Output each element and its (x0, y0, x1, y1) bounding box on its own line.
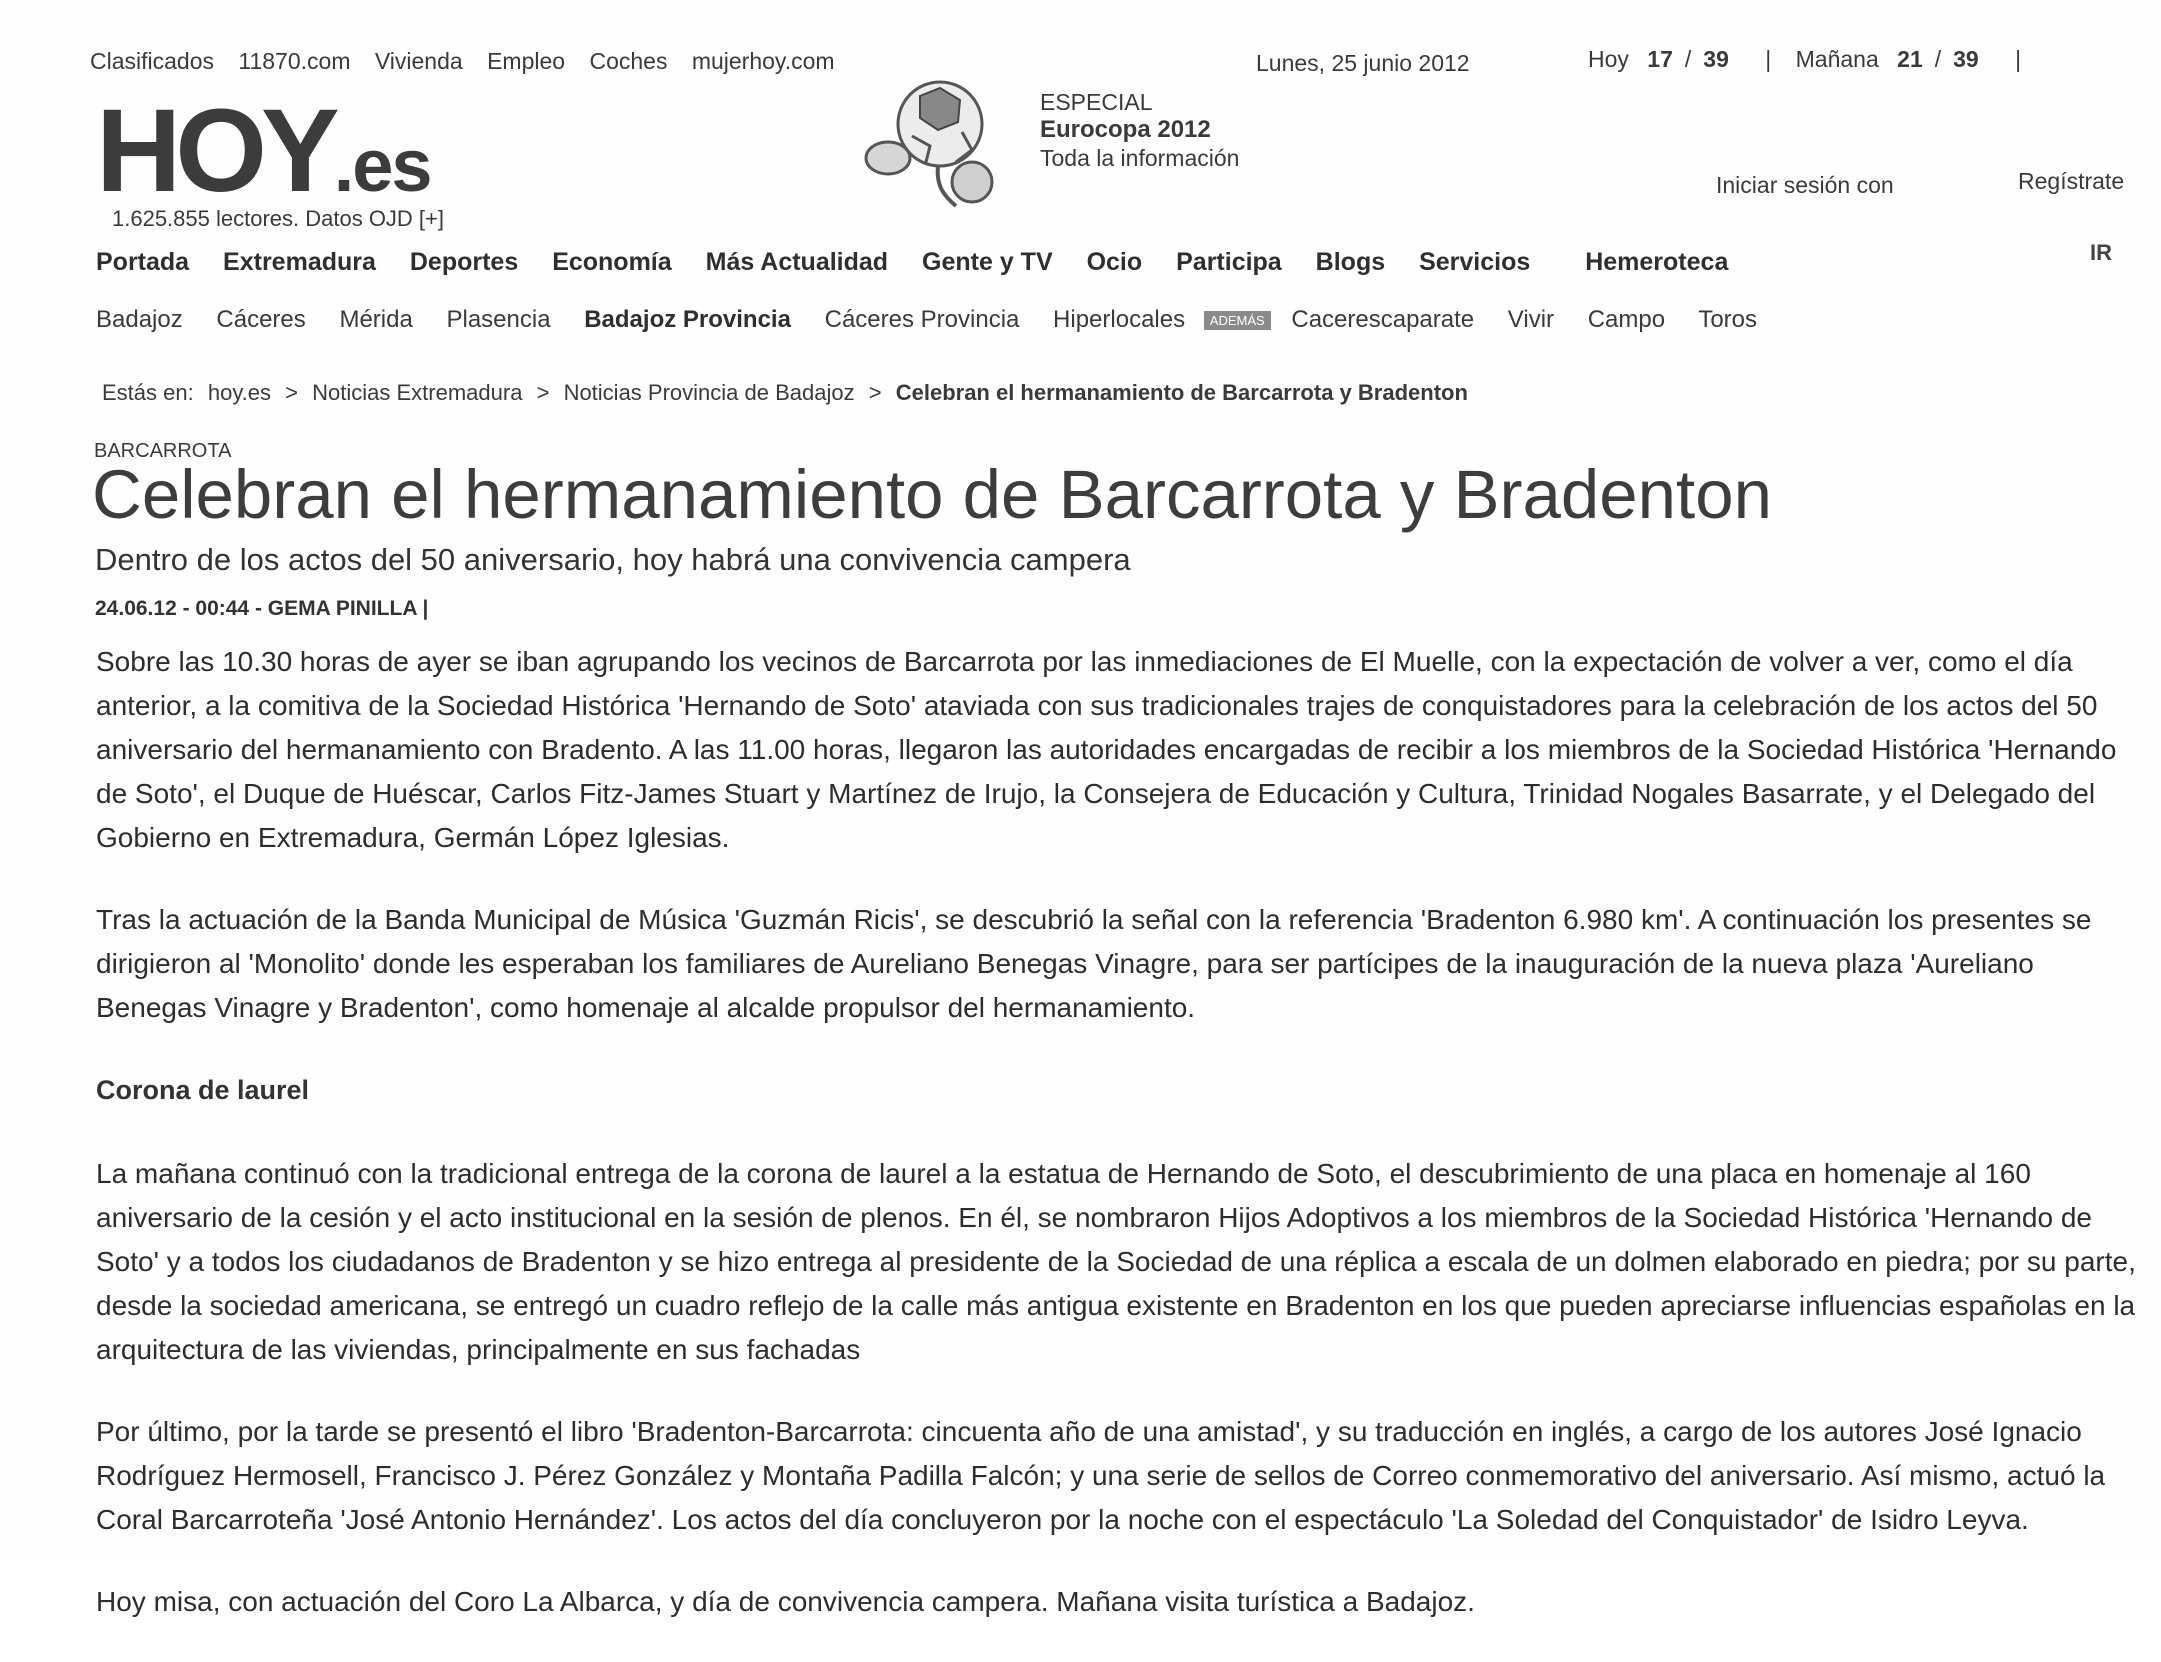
article-headline: Celebran el hermanamiento de Barcarrota y Bradenton (92, 456, 1772, 533)
subnav-item-badajoz-provincia[interactable]: Badajoz Provincia (584, 306, 791, 333)
nav-item-extremadura[interactable]: Extremadura (223, 248, 376, 276)
article-body (96, 640, 2146, 1662)
subnav-item-vivir[interactable]: Vivir (1507, 306, 1555, 333)
breadcrumb-label: Estás en: (102, 380, 194, 405)
breadcrumb-current: Celebran el hermanamiento de Barcarrota y Bradenton (895, 380, 1468, 405)
subnav-item-campo[interactable]: Campo (1587, 306, 1666, 333)
toplink-coches[interactable]: Coches (589, 48, 668, 74)
breadcrumb-item-home[interactable]: hoy.es (207, 380, 272, 405)
readers-count[interactable]: 1.625.855 lectores. Datos OJD [+] (112, 206, 445, 231)
special-title: Eurocopa 2012 (1040, 116, 1211, 143)
special-label: ESPECIAL (1040, 89, 1153, 115)
article-byline: 24.06.12 - 00:44 - GEMA PINILLA | (95, 597, 429, 620)
toplink-empleo[interactable]: Empleo (487, 48, 566, 74)
sub-nav (96, 306, 1784, 334)
article-subheadline: Dentro de los actos del 50 aniversario, hoy habrá una convivencia campera (95, 542, 1131, 577)
toplink-clasificados[interactable]: Clasificados (90, 48, 214, 74)
weather-tomorrow-min: 21 (1897, 46, 1923, 72)
weather-tomorrow-label: Mañana (1795, 46, 1879, 72)
weather-divider: | (1765, 46, 1772, 72)
nav-item-mas-actualidad[interactable]: Más Actualidad (705, 248, 889, 276)
breadcrumb-separator: > (868, 380, 882, 405)
section-heading: Corona de laurel (96, 1075, 310, 1105)
nav-item-servicios[interactable]: Servicios (1419, 248, 1531, 276)
subnav-item-plasencia[interactable]: Plasencia (446, 306, 551, 333)
toplink-11870[interactable]: 11870.com (238, 48, 351, 74)
subnav-item-hiperlocales[interactable]: Hiperlocales (1053, 306, 1186, 333)
article-paragraph: Tras la actuación de la Banda Municipal de Música 'Guzmán Ricis', se descubrió la señal con la referencia 'Bradenton 6.980 km'. A continuación los presentes se dirigieron al 'Monolito' donde les esperaban los familiares de Aureliano Benegas Vinagre, para ser partícipes de la inauguración de la nueva plaza 'Aureliano Benegas Vinagre y Bradenton', como homenaje al alcalde propulsor del hermanamiento. (96, 904, 2092, 1023)
breadcrumb-separator: > (536, 380, 550, 405)
article-paragraph: Sobre las 10.30 horas de ayer se iban agrupando los vecinos de Barcarrota por las inmediaciones de El Muelle, con la expectación de volver a ver, como el día anterior, a la comitiva de la Sociedad Histórica 'Hernando de Soto' ataviada con sus tradicionales trajes de conquistadores para la celebración de los actos del 50 aniversario del hermanamiento con Bradento. A las 11.00 horas, llegaron las autoridades encargadas de recibir a los miembros de la Sociedad Histórica 'Hernando de Soto', el Duque de Huéscar, Carlos Fitz-James Stuart y Martínez de Irujo, la Consejera de Educación y Cultura, Trinidad Nogales Basarrate, y el Delegado del Gobierno en Extremadura, Germán López Iglesias. (96, 646, 2117, 853)
ademas-badge[interactable]: ADEMÁS (1204, 311, 1271, 330)
nav-item-deportes[interactable]: Deportes (409, 248, 519, 276)
eurocopa-special[interactable] (1040, 88, 1239, 172)
subnav-item-cacerescaparate[interactable]: Cacerescaparate (1291, 306, 1475, 333)
subnav-item-badajoz[interactable]: Badajoz (96, 306, 183, 333)
top-links (90, 48, 853, 75)
main-nav (96, 248, 1755, 277)
nav-item-participa[interactable]: Participa (1176, 248, 1282, 276)
weather-today-min: 17 (1647, 46, 1673, 72)
breadcrumb (102, 380, 1468, 406)
article-paragraph: La mañana continuó con la tradicional entrega de la corona de laurel a la estatua de Hernando de Soto, el descubrimiento de una placa en homenaje al 160 aniversario de la cesión y el acto institucional en la sesión de plenos. En él, se nombraron Hijos Adoptivos a los miembros de la Sociedad Histórica 'Hernando de Soto' y a todos los ciudadanos de Bradenton y se hizo entrega al presidente de la Sociedad de una réplica a escala de un dolmen elaborado en piedra; por su parte, desde la sociedad americana, se entregó un cuadro reflejo de la calle más antigua existente en Bradenton en los que pueden apreciarse influencias españolas en la arquitectura de las viviendas, principalmente en sus fachadas (96, 1158, 2136, 1365)
article-paragraph: Hoy misa, con actuación del Coro La Albarca, y día de convivencia campera. Mañana visita turística a Badajoz. (96, 1586, 1475, 1617)
register-link[interactable]: Regístrate (2018, 168, 2125, 194)
nav-item-portada[interactable]: Portada (96, 248, 190, 276)
nav-item-economia[interactable]: Economía (552, 248, 672, 276)
toplink-mujerhoy[interactable]: mujerhoy.com (691, 48, 835, 74)
go-button[interactable]: IR (2090, 240, 2112, 265)
breadcrumb-item-extremadura[interactable]: Noticias Extremadura (312, 380, 523, 405)
article-paragraph: Por último, por la tarde se presentó el libro 'Bradenton-Barcarrota: cincuenta año de una amistad', y su traducción en inglés, a cargo de los autores José Ignacio Rodríguez Hermosell, Francisco J. Pérez González y Montaña Padilla Falcón; y una serie de sellos de Correo conmemorativo del aniversario. Así mismo, actuó la Coral Barcarroteña 'José Antonio Hernández'. Los actos del día concluyeron por la noche con el espectáculo 'La Soledad del Conquistador' de Isidro Leyva. (96, 1416, 2106, 1535)
nav-item-ocio[interactable]: Ocio (1086, 248, 1143, 276)
logo-main: HOY (96, 85, 334, 217)
site-logo[interactable] (96, 85, 431, 217)
nav-item-gente-tv[interactable]: Gente y TV (922, 248, 1053, 276)
nav-item-hemeroteca[interactable]: Hemeroteca (1585, 248, 1729, 276)
article-kicker: BARCARROTA (94, 440, 232, 462)
weather-tomorrow-max: 39 (1953, 46, 1979, 72)
subnav-item-toros[interactable]: Toros (1698, 306, 1757, 333)
subnav-item-caceres[interactable]: Cáceres (216, 306, 306, 333)
subnav-item-caceres-provincia[interactable]: Cáceres Provincia (824, 306, 1020, 333)
subnav-item-merida[interactable]: Mérida (339, 306, 413, 333)
toplink-vivienda[interactable]: Vivienda (374, 48, 463, 74)
weather-divider-end: | (2015, 46, 2022, 72)
special-subtitle: Toda la información (1040, 145, 1240, 171)
eurocopa-ball-icon[interactable] (860, 66, 1010, 216)
breadcrumb-separator: > (285, 380, 299, 405)
weather-widget: Hoy 17 / 39 | Mañana 21 / 39 | (1588, 46, 2022, 72)
breadcrumb-item-provincia[interactable]: Noticias Provincia de Badajoz (563, 380, 855, 405)
nav-item-blogs[interactable]: Blogs (1315, 248, 1386, 276)
weather-today-label: Hoy (1588, 46, 1629, 72)
logo-suffix: .es (333, 124, 431, 207)
current-date: Lunes, 25 junio 2012 (1256, 50, 1470, 76)
login-link[interactable]: Iniciar sesión con (1716, 172, 1894, 198)
weather-today-max: 39 (1703, 46, 1729, 72)
